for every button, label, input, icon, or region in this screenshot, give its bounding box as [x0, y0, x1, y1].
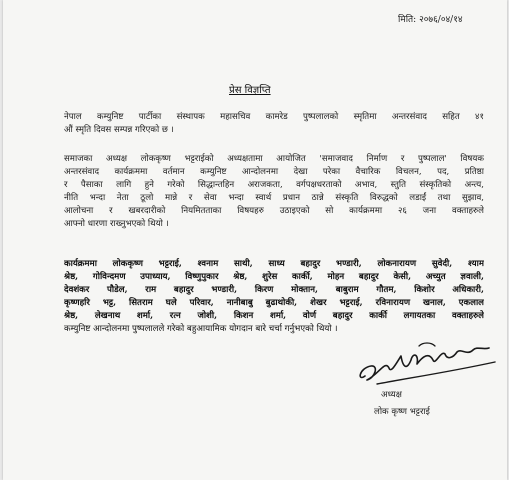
signer-role: अध्यक्ष [381, 390, 402, 400]
signer-name: लोक कृष्ण भट्टराई [374, 407, 430, 417]
paragraph-line: अन्तरसंवाद कार्यक्रममा वर्तमान कम्युनिष्ट आन्दोलनमा देखा परेका वैचारिक विचलन, पद, प्रतिष्ठा [64, 167, 484, 177]
paragraph-line: औं स्मृति दिवस सम्पन्न गरिएको छ । [64, 125, 174, 135]
paragraph-line: नेपाल कम्युनिष्ट पार्टीका संस्थापक महासचिव कामरेड पुष्पलालको स्मृतिमा अन्तरसंवाद सहित ४१ [64, 112, 484, 122]
paragraph-line: कम्युनिष्ट आन्दोलनमा पुष्पलालले गरेको बहुआयामिक योगदान बारे चर्चा गर्नुभएको थियो । [64, 324, 338, 334]
document-title: प्रेस विज्ञप्ति [229, 85, 271, 96]
paragraph-speakers [64, 258, 484, 336]
paragraph-line: कृष्णहरि भट्ट, सितराम घले परिवार, नानीबाबु बुढाथोकी, शेखर भट्टराई, रविनारायण खनाल, एकलाल [64, 298, 484, 308]
document-date: मिति: २०७६/०४/१४ [398, 15, 463, 25]
paragraph-line: समाजका अध्यक्ष लोककृष्ण भट्टराईको अध्यक्षतामा आयोजित 'समाजवाद निर्माण र पुष्पलाल' विषयक [64, 154, 484, 164]
paragraph-line: देवशंकर पौडेल, राम बहादुर भण्डारी, किरण मोक्तान, बाबुराम गौतम, किशोर अधिकारी, [64, 285, 484, 295]
handwritten-signature [349, 338, 499, 390]
paragraph-line: कार्यक्रममा लोककृष्ण भट्टराई, श्वनाम साथी, साध्य बहादुर भण्डारी, लोकनारायण सुवेदी, श्याम [64, 259, 484, 269]
paragraph-line: श्रेष्ठ, लेखनाथ शर्मा, रत्न जोशी, किशन शर्मा, वोर्ण बहादुर कार्की लगायतका वक्ताहरुले [64, 311, 484, 321]
document-page [3, 0, 507, 480]
paragraph-intro [64, 111, 484, 137]
paragraph-line: श्रेष्ठ, गोविन्दमण उपाध्याय, विष्णुपुकार श्रेष्ठ, शुरेस कार्की, मोहन बहादुर केसी, अच्युत ज्ञवाली, [64, 272, 484, 282]
paragraph-line: र पैसाका लागि हुने गरेको सिद्धान्तहिन अराजकता, वर्गपक्षधरताको अभाव, स्तुति संस्कृतिको अन्त्य, [64, 180, 484, 190]
paragraph-line: नीति भन्दा नेता ठूलो मान्ने र सेवा भन्दा स्वार्थ प्रधान ठान्ने संस्कृति विरुद्धको लडाईं तथा सुझाव, [64, 193, 484, 203]
paragraph-line: आलोचना र खबरदारीको नियमितताका विषयहरु उठाइएको सो कार्यक्रममा २६ जना वक्ताहरुले [64, 206, 484, 216]
paragraph-line: आफ्नो धारणा राख्नुभएको थियो । [64, 219, 169, 229]
paragraph-event [64, 153, 484, 231]
